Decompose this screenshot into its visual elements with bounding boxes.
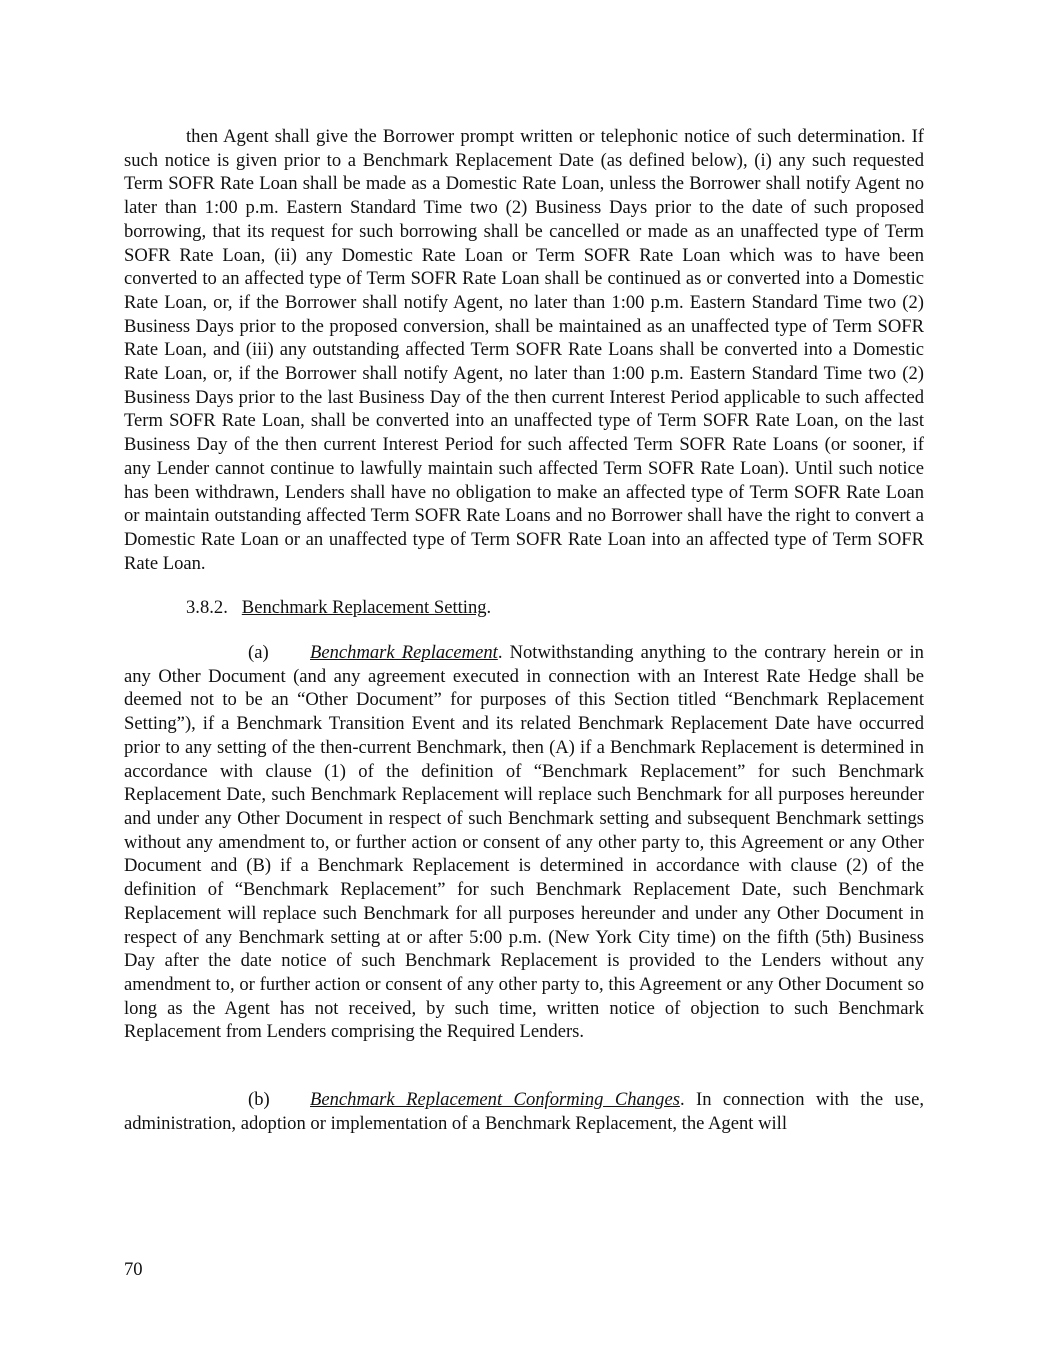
clause-a-body: . Notwithstanding anything to the contrary herein or in any Other Document (and any agreement executed in connection with an Interest Rate Hedge shall be deemed not to be an “Other Document” for purposes of this Section titled “Benchmark Replacement Setting”), if a Benchmark Transition Event and its related Benchmark Replacement Date have occurred prior to any setting of the then-current Benchmark, then (A) if a Benchmark Replacement is determined in accordance with clause (1) of the definition of “Benchmark Replacement” for such Benchmark Replacement Date, such Benchmark Replacement will replace such Benchmark for all purposes hereunder and under any Other Document in respect of such Benchmark setting and subsequent Benchmark settings without any amendment to, or further action or consent of any other party to, this Agreement or any Other Document and (B) if a Benchmark Replacement is determined in accordance with clause (2) of the definition of “Benchmark Replacement” for such Benchmark Replacement Date, such Benchmark Replacement will replace such Benchmark for all purposes hereunder and under any Other Document in respect of any Benchmark setting at or after 5:00 p.m. (New York City time) on the fifth (5th) Business Day after the date notice of such Benchmark Replacement is provided to the Lenders without any amendment to, or further action or consent of any other party to, this Agreement or any Other Document so long as the Agent has not received, by such time, written notice of objection to such Benchmark Replacement from Lenders comprising the Required Lenders. bbox=[124, 642, 924, 1043]
clause-b-paragraph bbox=[124, 1088, 924, 1135]
section-title-period: . bbox=[486, 597, 492, 619]
clause-b-title: Benchmark Replacement Conforming Changes bbox=[310, 1089, 680, 1111]
section-heading-3-8-2 bbox=[124, 596, 924, 620]
section-number: 3.8.2. bbox=[186, 597, 228, 619]
clause-b-label: (b) bbox=[248, 1089, 270, 1111]
document-page bbox=[124, 125, 924, 1135]
section-title: Benchmark Replacement Setting bbox=[241, 597, 487, 619]
paragraph-benchmark-unavailability: then Agent shall give the Borrower prompt written or telephonic notice of such determination. If such notice is given prior to a Benchmark Replacement Date (as defined below), (i) any such requested Term SOFR Rate Loan shall be made as a Domestic Rate Loan, unless the Borrower shall notify Agent no later than 1:00 p.m. Eastern Standard Time two (2) Business Days prior to the date of such proposed borrowing, that its request for such borrowing shall be cancelled or made as an unaffected type of Term SOFR Rate Loan, (ii) any Domestic Rate Loan or Term SOFR Rate Loan which was to have been converted to an affected type of Term SOFR Rate Loan shall be continued as or converted into a Domestic Rate Loan, or, if the Borrower shall notify Agent, no later than 1:00 p.m. Eastern Standard Time two (2) Business Days prior to the proposed conversion, shall be maintained as an unaffected type of Term SOFR Rate Loan, and (iii) any outstanding affected Term SOFR Rate Loans shall be converted into a Domestic Rate Loan, or, if the Borrower shall notify Agent, no later than 1:00 p.m. Eastern Standard Time two (2) Business Days prior to the last Business Day of the then current Interest Period applicable to such affected Term SOFR Rate Loan, shall be converted into an unaffected type of Term SOFR Rate Loan, on the last Business Day of the then current Interest Period for such affected Term SOFR Rate Loans (or sooner, if any Lender cannot continue to lawfully maintain such affected Term SOFR Rate Loan). Until such notice has been withdrawn, Lenders shall have no obligation to make an affected type of Term SOFR Rate Loan or maintain outstanding affected Term SOFR Rate Loans and no Borrower shall have the right to convert a Domestic Rate Loan or an unaffected type of Term SOFR Rate Loan into an affected type of Term SOFR Rate Loan. bbox=[124, 126, 924, 574]
clause-a-paragraph bbox=[124, 641, 924, 1044]
clause-b-body: . In connection with the use, administration, adoption or implementation of a Benchmark Replacement, the Agent will bbox=[124, 1089, 924, 1134]
clause-a-label: (a) bbox=[248, 642, 269, 664]
page-number: 70 bbox=[124, 1259, 143, 1280]
clause-a-title: Benchmark Replacement bbox=[310, 642, 498, 664]
